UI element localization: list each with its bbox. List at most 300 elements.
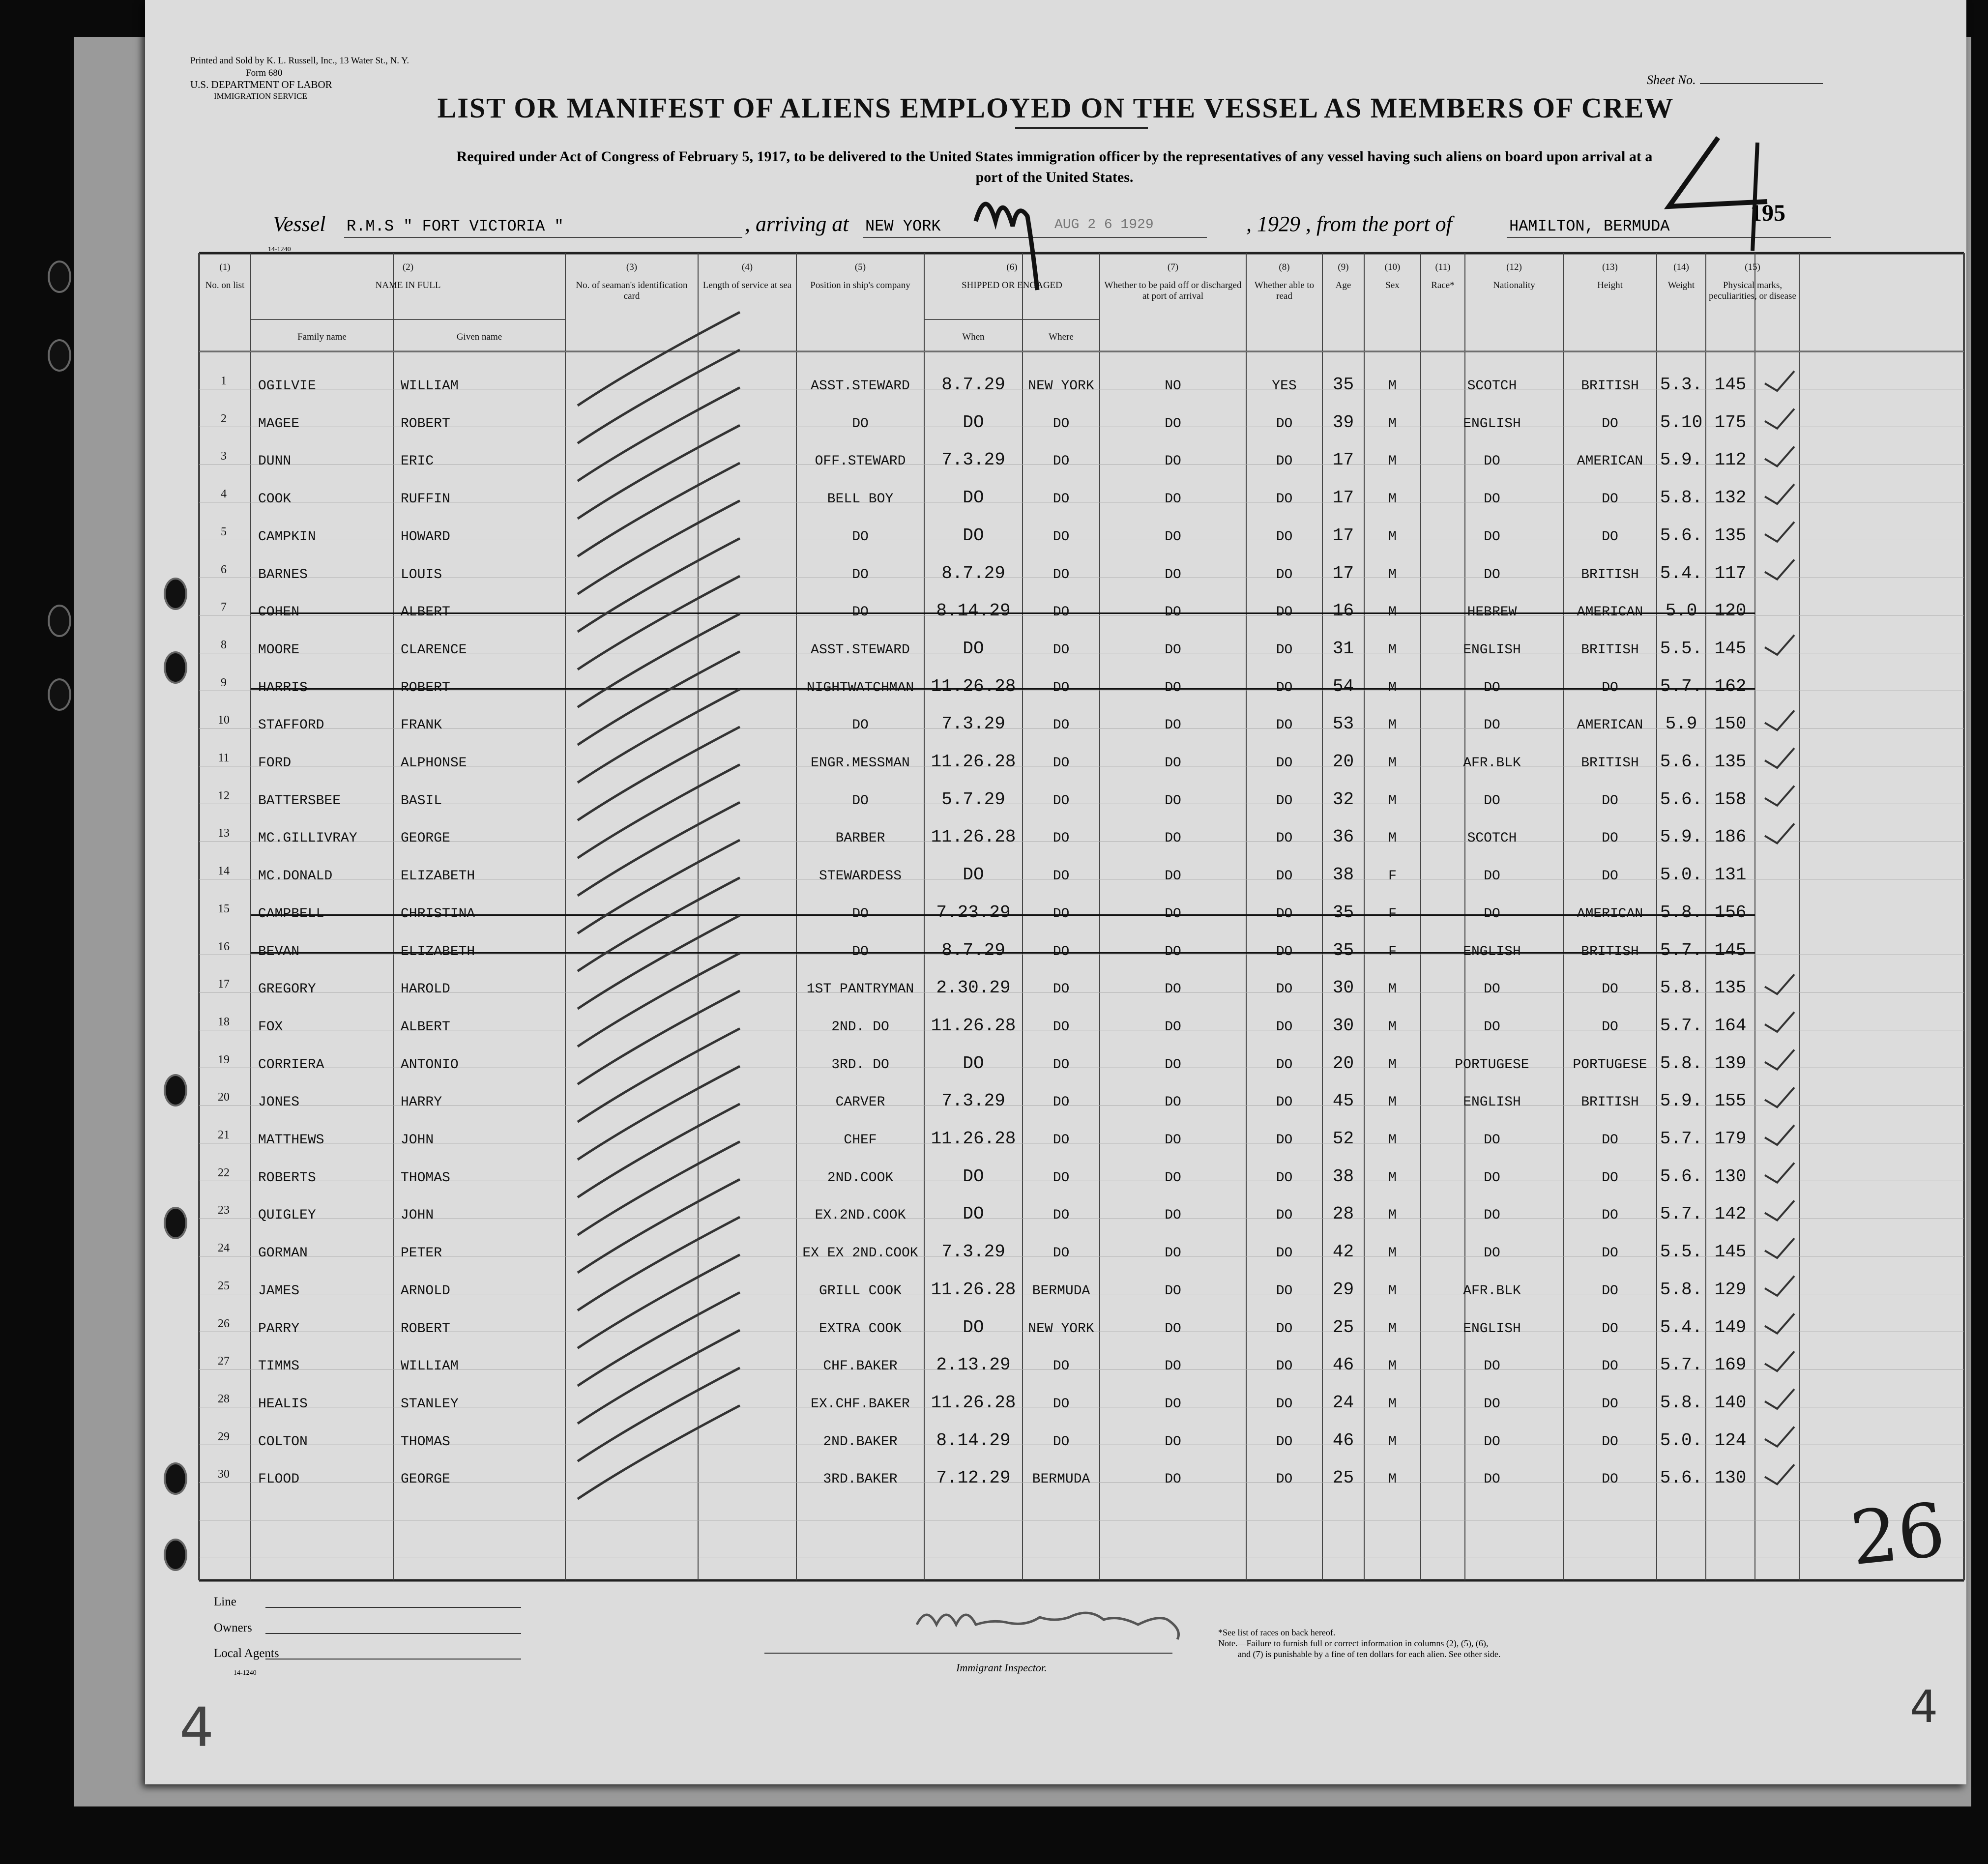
- cell-given: STANLEY: [401, 1396, 459, 1412]
- page-title: LIST OR MANIFEST OF ALIENS EMPLOYED ON THE VESSEL AS MEMBERS OF CREW: [437, 92, 1674, 124]
- cell-nationality: DO: [1602, 869, 1618, 884]
- cell-when: 7.12.29: [936, 1468, 1011, 1488]
- cell-height: 5.10: [1660, 412, 1703, 433]
- cell-where: DO: [1052, 718, 1070, 733]
- cell-sex: M: [1388, 1321, 1397, 1337]
- column-number: (10): [1384, 262, 1401, 272]
- cell-height: 5.0.: [1660, 865, 1703, 885]
- cell-weight: 130: [1714, 1166, 1747, 1187]
- cell-paid: DO: [1165, 529, 1181, 545]
- cell-height: 5.6.: [1660, 1166, 1703, 1187]
- cell-family: GREGORY: [258, 982, 316, 997]
- from-port: HAMILTON, BERMUDA: [1509, 217, 1670, 235]
- cell-paid: DO: [1165, 1246, 1181, 1261]
- cell-where: DO: [1052, 567, 1070, 582]
- cell-position: 1ST PANTRYMAN: [806, 982, 914, 997]
- cell-height: 5.9.: [1660, 450, 1703, 470]
- cell-age: 46: [1332, 1355, 1354, 1375]
- cell-position: EX.2ND.COOK: [815, 1208, 906, 1223]
- cell-given: ANTONIO: [401, 1057, 459, 1073]
- cell-family: FLOOD: [258, 1472, 300, 1487]
- cell-read: DO: [1276, 1283, 1293, 1299]
- cell-race: ENGLISH: [1463, 416, 1521, 432]
- cell-nationality: AMERICAN: [1577, 454, 1643, 469]
- punch-hole: [164, 1207, 187, 1239]
- cell-read: DO: [1276, 605, 1293, 620]
- cell-given: WILLIAM: [401, 1359, 459, 1374]
- cell-sex: M: [1388, 982, 1397, 997]
- cell-sex: F: [1388, 906, 1397, 922]
- cell-family: MAGEE: [258, 416, 300, 432]
- strike-through-line: [251, 914, 1755, 916]
- cell-family: BEVAN: [258, 944, 300, 960]
- cell-read: DO: [1276, 1170, 1293, 1186]
- cell-sex: M: [1388, 1283, 1397, 1299]
- column-header: Whether able to read: [1254, 280, 1315, 301]
- cell-sex: M: [1388, 567, 1397, 582]
- cell-when: DO: [963, 488, 984, 508]
- column-number: (1): [219, 262, 231, 272]
- cell-height: 5.8.: [1660, 902, 1703, 923]
- cell-paid: DO: [1165, 944, 1181, 960]
- cell-given: THOMAS: [401, 1434, 450, 1450]
- row-number: 19: [218, 1053, 230, 1066]
- cell-position: CHF.BAKER: [823, 1359, 898, 1374]
- cell-age: 35: [1332, 902, 1354, 923]
- cell-weight: 145: [1714, 940, 1747, 961]
- cell-nationality: DO: [1602, 793, 1618, 809]
- row-number: 18: [218, 1015, 230, 1028]
- punch-hole: [164, 651, 187, 684]
- cell-nationality: BRITISH: [1581, 1095, 1639, 1110]
- cell-read: DO: [1276, 567, 1293, 582]
- cell-paid: DO: [1165, 982, 1181, 997]
- cell-family: MOORE: [258, 642, 300, 658]
- cell-position: 2ND. DO: [831, 1019, 889, 1035]
- cell-weight: 162: [1714, 676, 1747, 697]
- date-stamp: AUG 2 6 1929: [1054, 217, 1154, 233]
- cell-nationality: BRITISH: [1581, 944, 1639, 960]
- cell-weight: 135: [1714, 978, 1747, 998]
- cell-age: 53: [1332, 714, 1354, 734]
- cell-weight: 164: [1714, 1015, 1747, 1036]
- cell-paid: DO: [1165, 756, 1181, 771]
- column-header: Race*: [1431, 280, 1455, 291]
- cell-where: DO: [1052, 1359, 1070, 1374]
- cell-given: ALBERT: [401, 1019, 450, 1035]
- cell-position: EXTRA COOK: [819, 1321, 902, 1337]
- cell-height: 5.6.: [1660, 525, 1703, 546]
- cell-family: BARNES: [258, 567, 308, 582]
- cell-read: DO: [1276, 831, 1293, 846]
- row-number: 29: [218, 1430, 230, 1443]
- cell-sex: M: [1388, 416, 1397, 432]
- subtitle-line-2: port of the United States.: [975, 169, 1134, 185]
- cell-sex: M: [1388, 1434, 1397, 1450]
- form-code-top: 14-1240: [268, 246, 291, 253]
- cell-sex: M: [1388, 680, 1397, 696]
- cell-nationality: DO: [1602, 1170, 1618, 1186]
- cell-position: DO: [852, 718, 869, 733]
- cell-sex: M: [1388, 529, 1397, 545]
- cell-given: ALBERT: [401, 605, 450, 620]
- cell-family: COHEN: [258, 605, 300, 620]
- cell-age: 16: [1332, 601, 1354, 621]
- cell-age: 25: [1332, 1468, 1354, 1488]
- column-number: (7): [1167, 262, 1179, 272]
- cell-sex: M: [1388, 756, 1397, 771]
- cell-read: DO: [1276, 1321, 1293, 1337]
- cell-when: 11.26.28: [931, 1279, 1016, 1300]
- column-number: (5): [854, 262, 866, 272]
- column-number: (14): [1673, 262, 1689, 272]
- inspector-label: Immigrant Inspector.: [956, 1661, 1047, 1674]
- cell-sex: M: [1388, 718, 1397, 733]
- cell-when: DO: [963, 638, 984, 659]
- cell-family: OGILVIE: [258, 379, 316, 394]
- cell-where: DO: [1052, 416, 1070, 432]
- cell-weight: 156: [1714, 902, 1747, 923]
- cell-height: 5.8.: [1660, 1053, 1703, 1074]
- cell-position: OFF.STEWARD: [815, 454, 906, 469]
- row-number: 10: [218, 714, 230, 727]
- cell-race: DO: [1484, 680, 1500, 696]
- cell-given: HAROLD: [401, 982, 450, 997]
- cell-position: CHEF: [844, 1133, 877, 1148]
- row-number: 14: [218, 865, 230, 878]
- cell-when: 11.26.28: [931, 676, 1016, 697]
- cell-where: DO: [1052, 756, 1070, 771]
- cell-nationality: AMERICAN: [1577, 605, 1643, 620]
- row-number: 6: [221, 563, 227, 576]
- cell-race: DO: [1484, 1019, 1500, 1035]
- cell-where: DO: [1052, 454, 1070, 469]
- form-number: Form 680: [246, 68, 283, 78]
- cell-family: MATTHEWS: [258, 1133, 324, 1148]
- cell-paid: DO: [1165, 1359, 1181, 1374]
- cell-family: CAMPBELL: [258, 906, 324, 922]
- cell-age: 20: [1332, 1053, 1354, 1074]
- cell-weight: 158: [1714, 789, 1747, 810]
- cell-family: PARRY: [258, 1321, 300, 1337]
- column-number: (13): [1602, 262, 1618, 272]
- cell-position: DO: [852, 567, 869, 582]
- cell-read: DO: [1276, 1434, 1293, 1450]
- column-number: (2): [402, 262, 414, 272]
- cell-height: 5.6.: [1660, 789, 1703, 810]
- year-label: , 1929 , from the port of: [1246, 212, 1452, 236]
- cell-given: HARRY: [401, 1095, 442, 1110]
- cell-given: ALPHONSE: [401, 756, 467, 771]
- cell-nationality: DO: [1602, 1396, 1618, 1412]
- column-header: SHIPPED OR ENGAGED: [962, 280, 1062, 291]
- cell-weight: 150: [1714, 714, 1747, 734]
- cell-race: AFR.BLK: [1463, 756, 1521, 771]
- cell-family: JONES: [258, 1095, 300, 1110]
- cell-paid: DO: [1165, 906, 1181, 922]
- cell-position: STEWARDESS: [819, 869, 902, 884]
- cell-given: ERIC: [401, 454, 434, 469]
- cell-family: STAFFORD: [258, 718, 324, 733]
- subtitle-line-1: Required under Act of Congress of February 5, 1917, to be delivered to the United States immigration officer by the representatives of any vessel having such aliens on board upon arrival at a: [456, 148, 1653, 165]
- cell-age: 46: [1332, 1430, 1354, 1451]
- cell-position: EX.CHF.BAKER: [811, 1396, 910, 1412]
- cell-paid: DO: [1165, 1208, 1181, 1223]
- footnote-penalty-2: and (7) is punishable by a fine of ten dollars for each alien. See other side.: [1238, 1649, 1501, 1659]
- cell-given: JOHN: [401, 1133, 434, 1148]
- cell-sex: M: [1388, 1359, 1397, 1374]
- cell-where: DO: [1052, 1095, 1070, 1110]
- row-number: 30: [218, 1468, 230, 1481]
- cell-where: DO: [1052, 869, 1070, 884]
- cell-paid: DO: [1165, 416, 1181, 432]
- cell-family: COOK: [258, 492, 292, 507]
- cell-family: CORRIERA: [258, 1057, 324, 1073]
- cell-nationality: DO: [1602, 1019, 1618, 1035]
- cell-sex: M: [1388, 1095, 1397, 1110]
- column-header: Position in ship's company: [810, 280, 910, 291]
- cell-sex: M: [1388, 1246, 1397, 1261]
- cell-age: 30: [1332, 1015, 1354, 1036]
- cell-weight: 179: [1714, 1129, 1747, 1149]
- cell-height: 5.8.: [1660, 978, 1703, 998]
- cell-race: ENGLISH: [1463, 1095, 1521, 1110]
- line-label: Line: [214, 1595, 236, 1608]
- cell-read: DO: [1276, 718, 1293, 733]
- cell-paid: DO: [1165, 869, 1181, 884]
- cell-where: DO: [1052, 793, 1070, 809]
- cell-position: DO: [852, 793, 869, 809]
- cell-read: DO: [1276, 642, 1293, 658]
- cell-weight: 131: [1714, 865, 1747, 885]
- cell-given: ELIZABETH: [401, 869, 475, 884]
- cell-nationality: DO: [1602, 982, 1618, 997]
- cell-when: 8.14.29: [936, 1430, 1011, 1451]
- cell-family: FOX: [258, 1019, 283, 1035]
- column-subheader: Given name: [456, 332, 502, 342]
- cell-race: AFR.BLK: [1463, 1283, 1521, 1299]
- column-number: (4): [741, 262, 753, 272]
- column-number: (8): [1279, 262, 1290, 272]
- cell-nationality: PORTUGESE: [1573, 1057, 1647, 1073]
- column-header: Whether to be paid off or discharged at port of arrival: [1104, 280, 1242, 301]
- column-subheader: Family name: [297, 332, 347, 342]
- cell-weight: 135: [1714, 752, 1747, 772]
- cell-sex: M: [1388, 1472, 1397, 1487]
- cell-where: DO: [1052, 1208, 1070, 1223]
- row-number: 22: [218, 1166, 230, 1179]
- cell-nationality: DO: [1602, 1472, 1618, 1487]
- punch-hole: [164, 578, 187, 610]
- cell-given: ROBERT: [401, 680, 450, 696]
- cell-height: 5.8.: [1660, 488, 1703, 508]
- margin-mark: 4: [179, 1696, 214, 1759]
- cell-race: DO: [1484, 1246, 1500, 1261]
- row-number: 8: [221, 638, 227, 651]
- cell-given: PETER: [401, 1246, 442, 1261]
- cell-where: NEW YORK: [1028, 1321, 1094, 1337]
- cell-family: FORD: [258, 756, 292, 771]
- cell-paid: DO: [1165, 1283, 1181, 1299]
- arriving-label: , arriving at: [745, 212, 849, 236]
- cell-where: DO: [1052, 1246, 1070, 1261]
- cell-race: DO: [1484, 869, 1500, 884]
- cell-when: 11.26.28: [931, 1129, 1016, 1149]
- cell-height: 5.0.: [1660, 1430, 1703, 1451]
- cell-position: DO: [852, 906, 869, 922]
- cell-read: DO: [1276, 454, 1293, 469]
- cell-nationality: DO: [1602, 1359, 1618, 1374]
- cell-paid: DO: [1165, 831, 1181, 846]
- cell-weight: 132: [1714, 488, 1747, 508]
- row-number: 15: [218, 902, 230, 915]
- cell-age: 24: [1332, 1392, 1354, 1413]
- row-number: 13: [218, 827, 230, 840]
- cell-age: 30: [1332, 978, 1354, 998]
- cell-height: 5.6.: [1660, 1468, 1703, 1488]
- cell-age: 36: [1332, 827, 1354, 847]
- strike-through-line: [251, 612, 1755, 614]
- cell-family: MC.GILLIVRAY: [258, 831, 357, 846]
- cell-read: DO: [1276, 529, 1293, 545]
- cell-position: CARVER: [835, 1095, 885, 1110]
- cell-age: 52: [1332, 1129, 1354, 1149]
- cell-when: DO: [963, 865, 984, 885]
- cell-paid: DO: [1165, 718, 1181, 733]
- column-header: NAME IN FULL: [375, 280, 441, 291]
- footnote-penalty-1: Note.—Failure to furnish full or correct information in columns (2), (5), (6),: [1218, 1638, 1489, 1648]
- cell-age: 17: [1332, 525, 1354, 546]
- cell-race: DO: [1484, 454, 1500, 469]
- cell-position: BELL BOY: [827, 492, 894, 507]
- page-code: 195: [1750, 200, 1785, 226]
- row-number: 20: [218, 1091, 230, 1104]
- cell-paid: DO: [1165, 642, 1181, 658]
- cell-position: EX EX 2ND.COOK: [802, 1246, 918, 1261]
- cell-when: 2.13.29: [936, 1355, 1011, 1375]
- cell-weight: 117: [1714, 563, 1747, 583]
- row-number: 11: [218, 752, 230, 764]
- cell-family: QUIGLEY: [258, 1208, 316, 1223]
- column-header: Sex: [1385, 280, 1400, 291]
- cell-race: DO: [1484, 1472, 1500, 1487]
- cell-height: 5.9.: [1660, 1091, 1703, 1111]
- cell-height: 5.8.: [1660, 1279, 1703, 1300]
- cell-position: ENGR.MESSMAN: [811, 756, 910, 771]
- local-agents-label: Local Agents: [214, 1647, 279, 1660]
- row-number: 7: [221, 601, 227, 614]
- form-code-bottom: 14-1240: [234, 1669, 257, 1677]
- cell-where: DO: [1052, 1019, 1070, 1035]
- cell-read: DO: [1276, 1133, 1293, 1148]
- cell-height: 5.3.: [1660, 375, 1703, 395]
- cell-paid: DO: [1165, 793, 1181, 809]
- cell-position: DO: [852, 944, 869, 960]
- punch-hole: [48, 605, 71, 637]
- cell-weight: 145: [1714, 1242, 1747, 1262]
- cell-when: DO: [963, 1166, 984, 1187]
- row-number: 16: [218, 940, 230, 953]
- cell-family: MC.DONALD: [258, 869, 333, 884]
- row-number: 25: [218, 1279, 230, 1292]
- cell-paid: DO: [1165, 605, 1181, 620]
- cell-height: 5.7.: [1660, 940, 1703, 961]
- cell-sex: F: [1388, 944, 1397, 960]
- column-subheader: Where: [1049, 332, 1074, 342]
- cell-given: LOUIS: [401, 567, 442, 582]
- cell-age: 28: [1332, 1204, 1354, 1224]
- cell-when: 11.26.28: [931, 752, 1016, 772]
- cell-race: DO: [1484, 982, 1500, 997]
- cell-given: FRANK: [401, 718, 442, 733]
- cell-weight: 124: [1714, 1430, 1747, 1451]
- vessel-label: Vessel: [273, 212, 326, 236]
- cell-position: 2ND.BAKER: [823, 1434, 898, 1450]
- cell-nationality: DO: [1602, 1133, 1618, 1148]
- row-number: 21: [218, 1129, 230, 1141]
- cell-paid: DO: [1165, 454, 1181, 469]
- cell-given: ELIZABETH: [401, 944, 475, 960]
- cell-sex: M: [1388, 1133, 1397, 1148]
- cell-read: DO: [1276, 1208, 1293, 1223]
- cell-where: DO: [1052, 680, 1070, 696]
- cell-paid: DO: [1165, 1472, 1181, 1487]
- cell-position: NIGHTWATCHMAN: [806, 680, 914, 696]
- cell-where: DO: [1052, 944, 1070, 960]
- cell-race: DO: [1484, 1359, 1500, 1374]
- cell-where: DO: [1052, 831, 1070, 846]
- cell-paid: DO: [1165, 1057, 1181, 1073]
- cell-weight: 139: [1714, 1053, 1747, 1074]
- cell-sex: M: [1388, 1396, 1397, 1412]
- column-number: (12): [1506, 262, 1522, 272]
- cell-paid: DO: [1165, 1133, 1181, 1148]
- row-number: 24: [218, 1242, 230, 1255]
- row-number: 23: [218, 1204, 230, 1217]
- cell-where: DO: [1052, 982, 1070, 997]
- cell-age: 32: [1332, 789, 1354, 810]
- cell-race: DO: [1484, 718, 1500, 733]
- cell-family: JAMES: [258, 1283, 300, 1299]
- cell-sex: M: [1388, 605, 1397, 620]
- column-header: No. of seaman's identification card: [576, 280, 688, 301]
- owners-label: Owners: [214, 1621, 252, 1634]
- cell-sex: M: [1388, 1170, 1397, 1186]
- cell-height: 5.9.: [1660, 827, 1703, 847]
- cell-nationality: AMERICAN: [1577, 718, 1643, 733]
- printer-imprint: Printed and Sold by K. L. Russell, Inc., 13 Water St., N. Y.: [190, 56, 409, 66]
- cell-when: 2.30.29: [936, 978, 1011, 998]
- cell-race: DO: [1484, 1170, 1500, 1186]
- cell-sex: M: [1388, 642, 1397, 658]
- cell-age: 54: [1332, 676, 1354, 697]
- cell-given: ROBERT: [401, 1321, 450, 1337]
- vessel-name: R.M.S " FORT VICTORIA ": [347, 217, 564, 235]
- cell-sex: M: [1388, 1019, 1397, 1035]
- row-number: 9: [221, 676, 227, 689]
- footnote-races: *See list of races on back hereof.: [1218, 1628, 1336, 1637]
- cell-race: SCOTCH: [1467, 379, 1517, 394]
- cell-sex: M: [1388, 454, 1397, 469]
- cell-paid: DO: [1165, 1396, 1181, 1412]
- cell-position: ASST.STEWARD: [811, 642, 910, 658]
- cell-height: 5.7.: [1660, 1355, 1703, 1375]
- cell-paid: DO: [1165, 567, 1181, 582]
- cell-age: 42: [1332, 1242, 1354, 1262]
- cell-when: 7.3.29: [941, 1091, 1005, 1111]
- cell-read: DO: [1276, 680, 1293, 696]
- column-number: (3): [626, 262, 638, 272]
